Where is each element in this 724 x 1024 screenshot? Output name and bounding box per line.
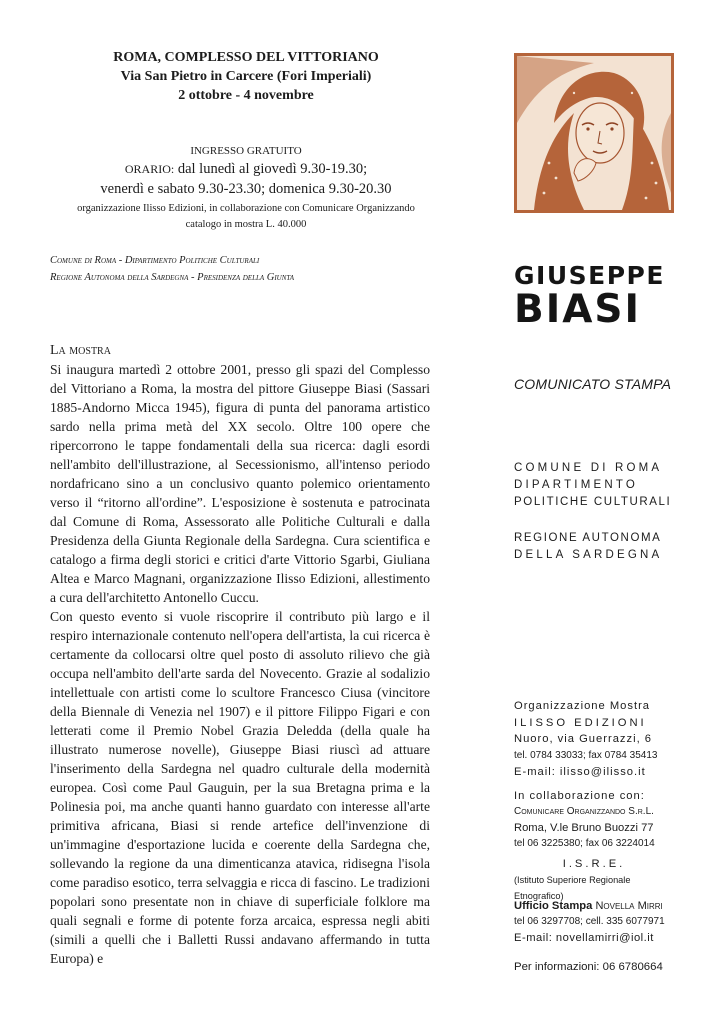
press-office-label: Ufficio Stampa: [514, 900, 593, 912]
collab-label: In collaborazione con:: [514, 790, 645, 802]
catalog-price: catalogo in mostra L. 40.000: [185, 219, 307, 230]
opening-hours-1: [46, 159, 446, 179]
organization-note: organizzazione Ilisso Edizioni, in collaborazione con Comunicare Organizzando: [77, 203, 415, 214]
collab-name: Comunicare Organizzando S.r.L.: [514, 806, 654, 817]
press-office-title: [514, 898, 689, 914]
dipartimento-line-2: POLITICHE CULTURALI: [514, 496, 672, 508]
isre-block: [514, 856, 674, 904]
press-release-label: COMUNICATO STAMPA: [514, 376, 672, 392]
isre-full-name: (Istituto Superiore Regionale Etnografico): [514, 875, 631, 901]
logo-first-name: GIUSEPPE: [514, 261, 665, 290]
visitor-info: [46, 143, 446, 233]
address-line: Via San Pietro in Carcere (Fori Imperiali): [120, 69, 372, 84]
organizer-email[interactable]: E-mail: ilisso@ilisso.it: [514, 766, 646, 778]
collab-phone: tel 06 3225380; fax 06 3224014: [514, 838, 655, 849]
venue-line: ROMA, COMPLESSO DEL VITTORIANO: [113, 50, 379, 65]
opening-hours-2: venerdì e sabato 9.30-23.30; domenica 9.30-20.30: [100, 181, 392, 197]
press-office-phone: tel 06 3297708; cell. 335 6077971: [514, 916, 665, 927]
logo-last-name: BIASI: [514, 287, 642, 332]
section-title: La mostra: [50, 343, 111, 358]
collab-address: Roma, V.le Bruno Buozzi 77: [514, 822, 654, 834]
free-entry: INGRESSO GRATUITO: [190, 145, 302, 157]
dates-line: 2 ottobre - 4 novembre: [178, 88, 314, 103]
artist-logo: [514, 262, 674, 330]
portrait-woodcut-image: [514, 53, 674, 213]
institution-dipartimento: [514, 477, 671, 511]
exhibition-header: [50, 48, 442, 105]
paragraph-1: Si inaugura martedì 2 ottobre 2001, presso gli spazi del Complesso del Vittoriano a Roma, la mostra del pittore Giuseppe Biasi (Sassari 1885-Andorno Micca 1945), figura di punta del panorama artistico sardo nella prima metà del XX secolo. Oltre 100 opere che ripercorrono le tappe fondamentali della sua ricerca: dagli esordi nell'ambito dell'illustrazione, al Secessionismo, all'intenso periodo nordafricano sino a un conclusivo quanto polemico orientamento verso il “ritorno all'ordine”. L'esposizione è sostenuta e patrocinata dal Comune di Roma, Assessorato alle Politiche Culturali e dalla Presidenza della Giunta Regionale della Sardegna. Cura scientifica e catalogo a firma degli storici e critici d'arte Vittorio Sgarbi, Giuliana Altea e Marco Magnani, organizzazione Ilisso Edizioni, allestimento a cura dell'architetto Antonello Cuccu.: [50, 362, 430, 605]
organizer-phone: tel. 0784 33033; fax 0784 35413: [514, 749, 658, 761]
collaboration-contact: [514, 788, 689, 852]
press-release-body: [50, 341, 430, 968]
press-office-email[interactable]: E-mail: novellamirri@iol.it: [514, 932, 654, 944]
hours-weekday: dal lunedì al giovedì 9.30-19.30;: [174, 161, 368, 177]
dipartimento-line-1: DIPARTIMENTO: [514, 479, 639, 491]
organizer-block: [514, 698, 686, 781]
institution-comune: COMUNE DI ROMA: [514, 462, 663, 474]
info-phone: Per informazioni: 06 6780664: [514, 961, 663, 973]
press-office-contact: [514, 898, 689, 946]
paragraph-2: Con questo evento si vuole riscoprire il contributo più largo e il respiro internazionale contenuto nell'opera dell'artista, la cui ricerca è certamente da collocarsi oltre quel posto di assoluto rilievo che già occupa nell'ambito dell'arte sarda del Novecento. Grazie al sodalizio intellettuale con artisti come lo scultore Francesco Ciusa (vincitore della Biennale di Venezia nel 1907) e il pittore Filippo Figari e con letterati come il Premio Nobel Grazia Deledda (della quale ha illustrato numerose novelle), Giuseppe Biasi riuscì ad attuare l'inserimento della Sardegna nel quadro culturale della modernità europea. Così come Paul Gauguin, per la sua Bretagna prima e la Polinesia poi, ma anche quanti hanno guardato con interesse all'arte primitiva africana, Biasi si rende artefice dell'invenzione di un'immagine d'esportazione lucida e coerente della Sardegna che, sollevando la regione da una dimenticanza atavica, ridisegna l'isola come paradiso esotico, terra selvaggia e ricca di fascino. Le tradizioni popolari sono presentate non in chiave di superficiale folklore ma quali segnali e forme di potente forza arcaica, espressa negli abiti (simili a quelli che i Balletti Russi andavano affermando in tutta Europa) e: [50, 609, 430, 966]
sponsor-comune: Comune di Roma - Dipartimento Politiche Culturali: [50, 255, 260, 266]
sponsors: [50, 252, 294, 286]
regione-line-1: REGIONE AUTONOMA: [514, 532, 662, 544]
press-office-name: Novella Mirri: [595, 900, 663, 912]
sponsor-regione: Regione Autonoma della Sardegna - Presidenza della Giunta: [50, 272, 295, 283]
organizer-label-text: Organizzazione Mostra: [514, 700, 651, 712]
regione-line-2: DELLA SARDEGNA: [514, 549, 663, 561]
hours-label: ORARIO:: [124, 162, 175, 176]
institution-regione: [514, 530, 662, 564]
organizer-name: ILISSO EDIZIONI: [514, 716, 647, 729]
organizer-address: Nuoro, via Guerrazzi, 6: [514, 733, 653, 745]
isre-acronym: I.S.R.E.: [562, 858, 626, 870]
